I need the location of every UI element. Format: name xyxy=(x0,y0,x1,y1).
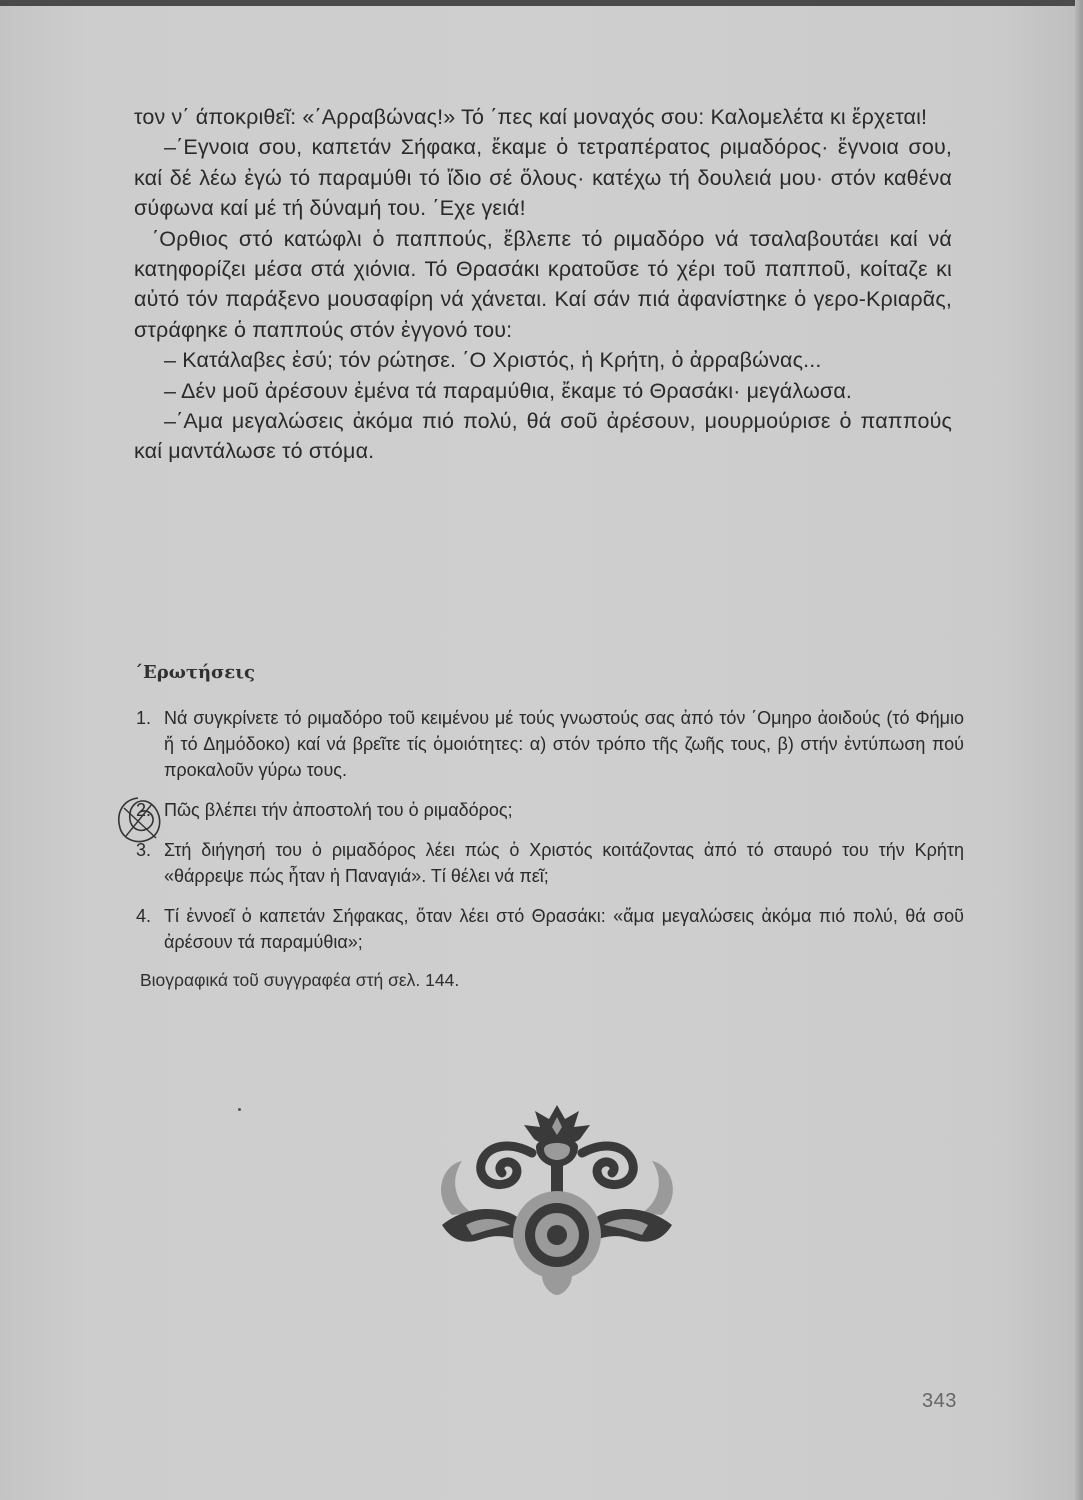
paragraph-2: –΄Εγνοια σου, καπετάν Σήφακα, ἔκαμε ὁ τετραπέρατος ριμαδόρος· ἔγνοια σου, καί δέ λέω ἐγώ τό παραμύθι τό ἴδιο σέ ὅλους· κατέχω τή δουλειά μου· στόν καθένα σύφωνα καί μέ τή δύναμή του. ΄Εχε γειά! xyxy=(134,135,952,221)
pen-scribble-icon xyxy=(108,790,170,852)
question-item xyxy=(136,705,964,783)
question-number: 1. xyxy=(136,708,152,728)
questions-list xyxy=(136,705,964,969)
question-number: 3. xyxy=(136,840,152,860)
story-text xyxy=(134,102,952,467)
question-number: 4. xyxy=(136,906,152,926)
question-item xyxy=(136,903,964,955)
paragraph-4: – Κατάλαβες ἐσύ; τόν ρώτησε. ΄Ο Χριστός, ἡ Κρήτη, ὁ ἀρραβώνας... xyxy=(164,348,822,373)
paragraph-1: τον ν΄ άποκριθεῖ: «΄Αρραβώνας!» Τό ΄πες καί μοναχός σου: Καλομελέτα κι ἔρχεται! xyxy=(134,105,928,129)
question-item xyxy=(136,797,964,823)
question-text: Τί ἐννοεῖ ὁ καπετάν Σήφακας, ὅταν λέει στό Θρασάκι: «ἄμα μεγαλώσεις ἀκόμα πιό πολύ, θά σοῦ ἀρέσουν τά παραμύθια»; xyxy=(164,906,964,952)
question-number: 2. xyxy=(136,800,152,820)
question-item xyxy=(136,837,964,889)
question-text: Νά συγκρίνετε τό ριμαδόρο τοῦ κειμένου μέ τούς γνωστούς σας ἀπό τόν ΄Ομηρο ἀοιδούς (τό Φήμιο ἤ τό Δημόδοκο) καί νά βρεῖτε τίς ὁμοιότητες: α) στόν τρόπο τῆς ζωῆς τους, β) στήν ἐντύπωση πού προκαλοῦν γύρω τους. xyxy=(164,708,964,780)
question-text: Στή διήγησή του ὁ ριμαδόρος λέει πώς ὁ Χριστός κοιτάζοντας ἀπό τό σταυρό του τήν Κρήτη «θάρρεψε πώς ἦταν ἡ Παναγιά». Τί θέλει νά πεῖ; xyxy=(164,840,964,886)
paragraph-5: – Δέν μοῦ ἀρέσουν ἐμένα τά παραμύθια, ἔκαμε τό Θρασάκι· μεγάλωσα. xyxy=(164,378,853,403)
scan-top-edge xyxy=(0,0,1083,6)
print-speck xyxy=(238,1108,241,1111)
page-number: 343 xyxy=(922,1390,957,1412)
question-text: Πῶς βλέπει τήν ἀποστολή του ὁ ριμαδόρος; xyxy=(164,800,513,820)
scan-right-edge xyxy=(1075,0,1083,1500)
paragraph-3: ΄Ορθιος στό κατώφλι ὁ παππούς, ἔβλεπε τό ριμαδόρο νά τσαλαβουτάει καί νά κατηφορίζει μέσα στά χιόνια. Τό Θρασάκι κρατοῦσε τό χέρι τοῦ παπποῦ, κοίταζε κι αὐτό τόν παράξενο μουσαφίρη νά χάνεται. Καί σάν πιά ἀφανίστηκε ὁ γερο-Κριαρᾶς, στράφηκε ὁ παππούς στόν ἐγγονό του: xyxy=(134,226,952,342)
floral-ornament-icon xyxy=(432,1105,682,1295)
questions-heading: ΄Ερωτήσεις xyxy=(134,662,255,683)
paragraph-6: –΄Αμα μεγαλώσεις ἀκόμα πιό πολύ, θά σοῦ ἀρέσουν, μουρμούρισε ὁ παππούς καί μαντάλωσε τό στόμα. xyxy=(134,409,952,464)
author-bio-note: Βιογραφικά τοῦ συγγραφέα στή σελ. 144. xyxy=(140,970,460,990)
